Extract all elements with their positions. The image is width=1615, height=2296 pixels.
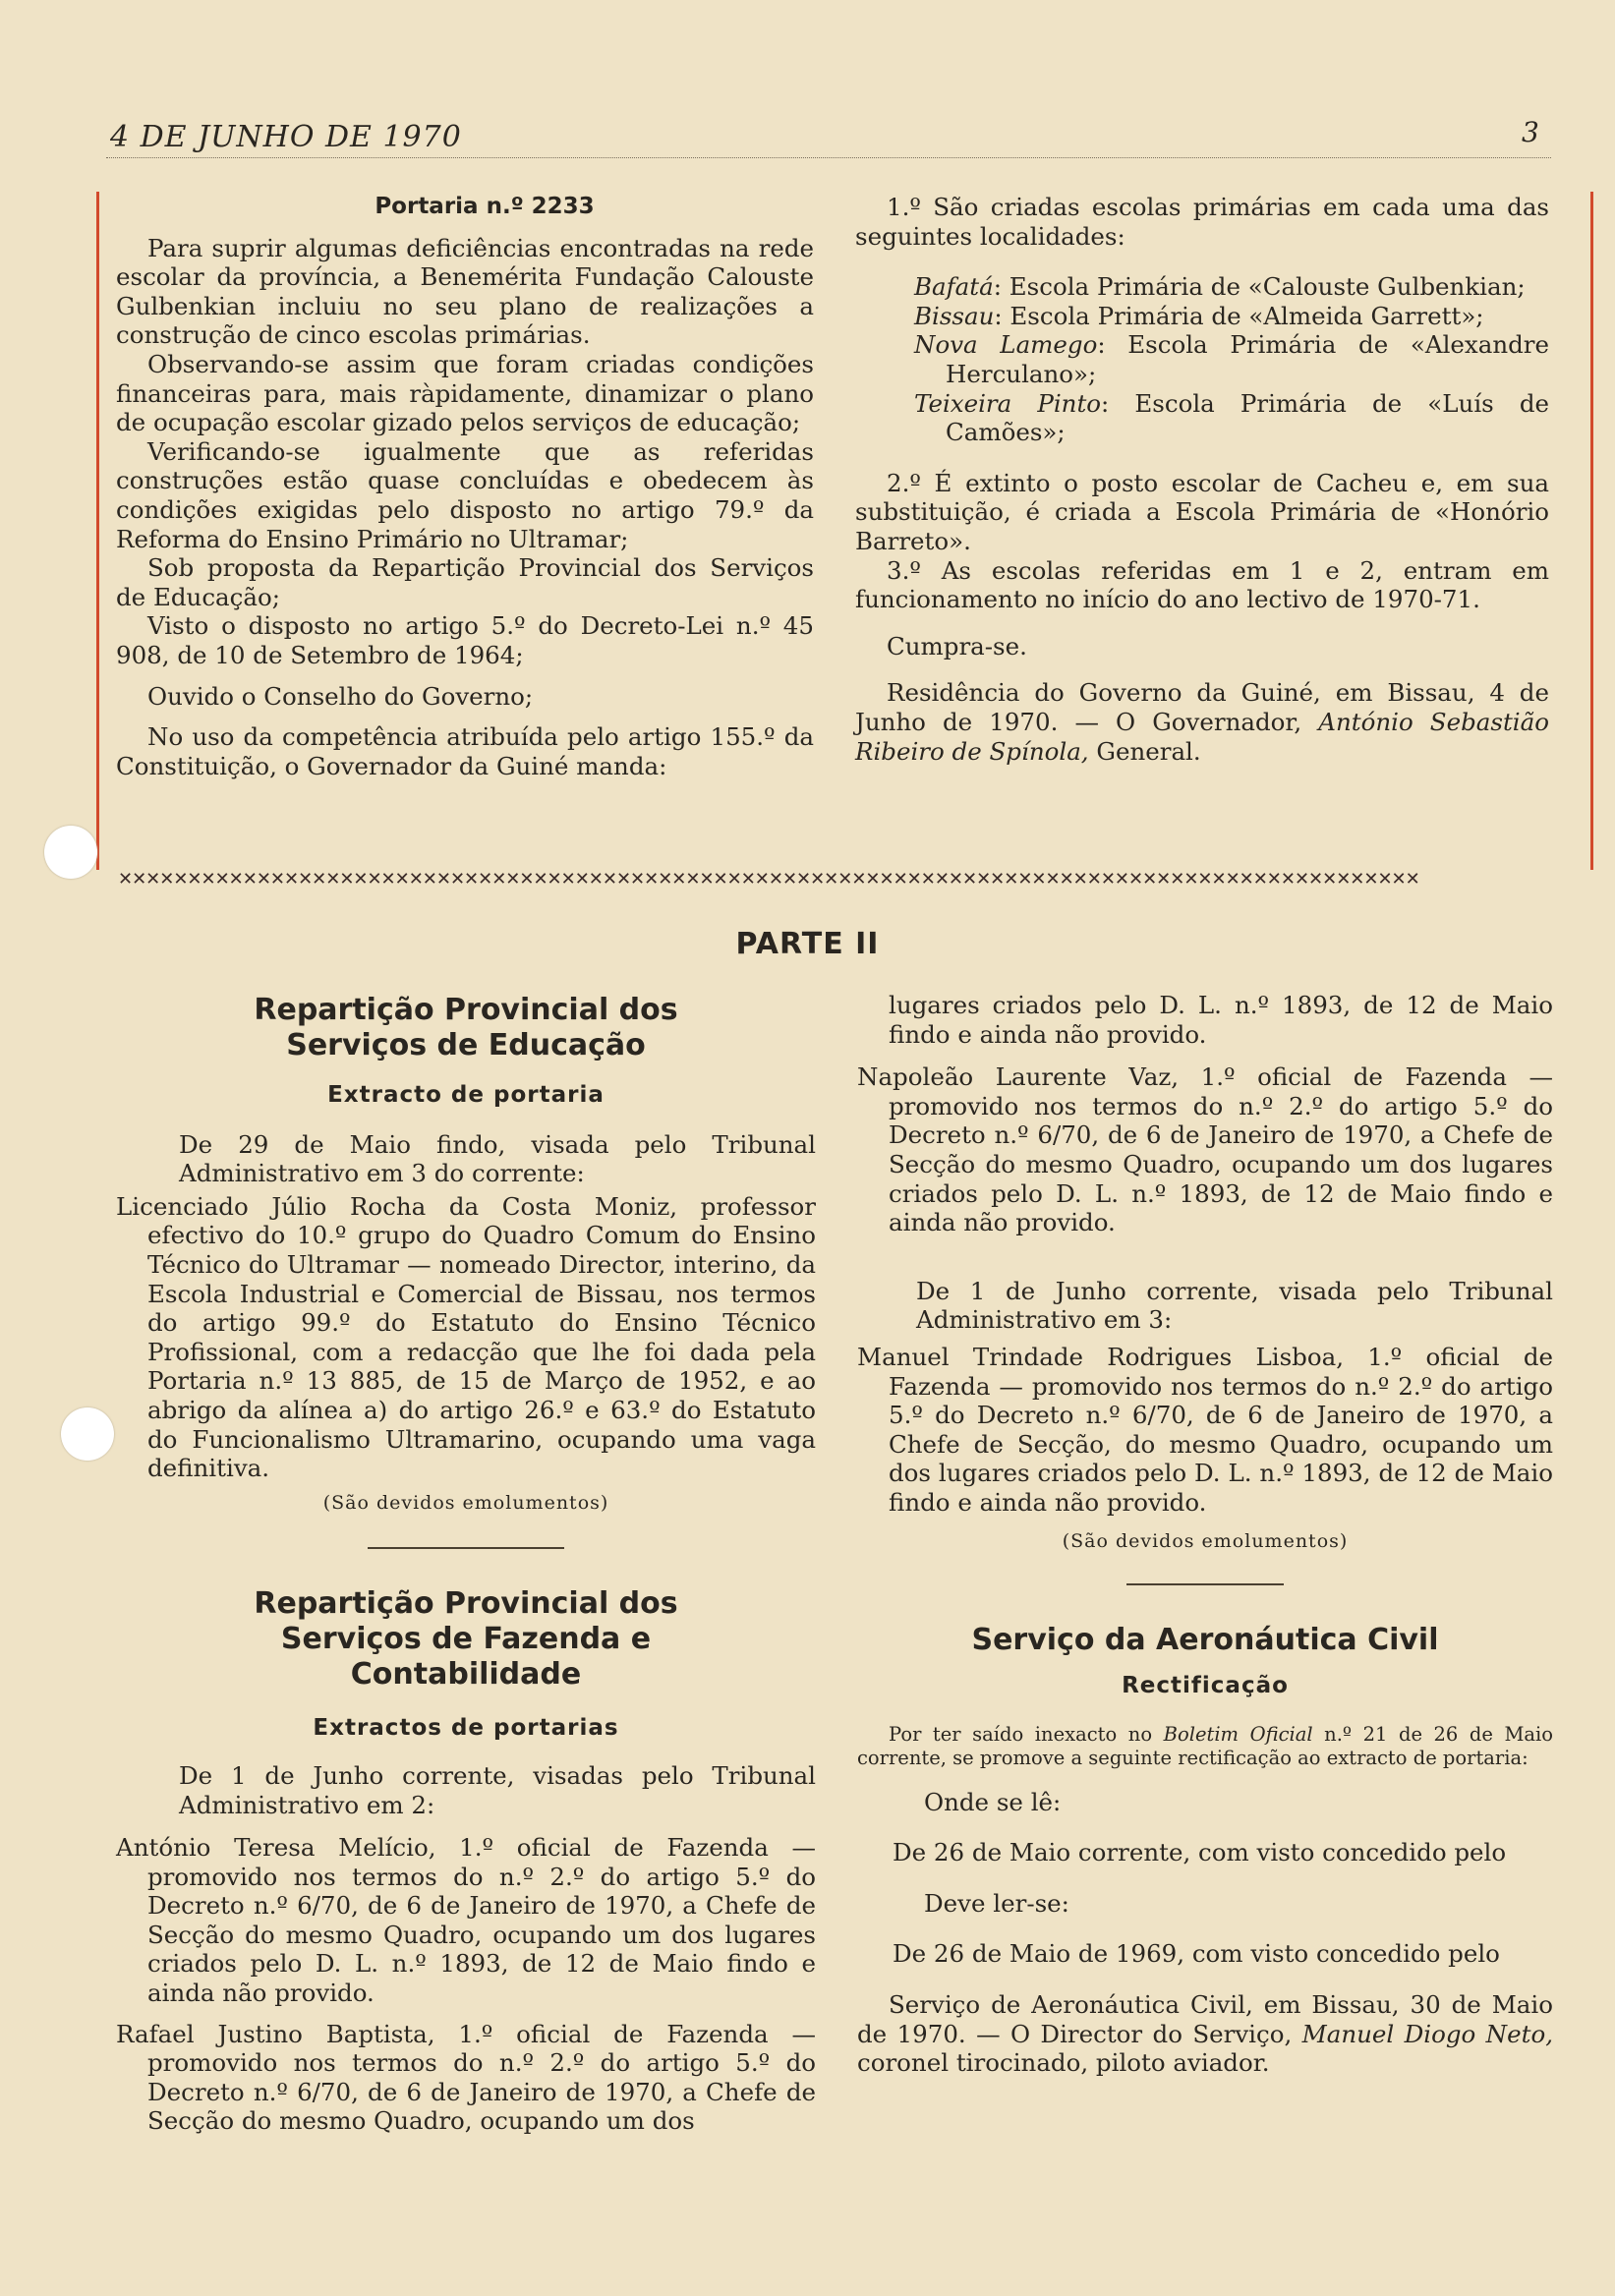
portaria-intro: Para suprir algumas deficiências encontradas na rede escolar da província, a Benemérita Fundação Calouste Gulbenkian incluiu no seu plano de realizações a construção de cinco escolas primárias. xyxy=(116,233,814,350)
fees-note: (São devidos emolumentos) xyxy=(1062,1529,1349,1552)
wrong-text: De 26 de Maio corrente, com visto concedido pelo xyxy=(893,1838,1507,1867)
lower-left-column xyxy=(116,993,816,2136)
article-1-intro: 1.º São criadas escolas primárias em cada uma das seguintes localidades: xyxy=(855,193,1549,251)
school-list xyxy=(855,272,1549,447)
deve-ler-se: Deve ler-se: xyxy=(924,1888,1069,1918)
signatory: António Sebastião Ribeiro de Spínola, xyxy=(855,707,1549,766)
section-rule xyxy=(1126,1583,1284,1585)
section-title-fazenda: Repartição Provincial dos Serviços de Fazenda e Contabilidade xyxy=(254,1586,678,1693)
header-rule xyxy=(106,157,1551,158)
extract-subtitle: Extractos de portarias xyxy=(313,1715,619,1742)
cumpra-se: Cumpra-se. xyxy=(887,631,1027,660)
school-item: Bafatá: Escola Primária de «Calouste Gulbenkian; xyxy=(914,272,1526,302)
rectification-subtitle: Rectificação xyxy=(1122,1673,1289,1699)
school-item: Bissau: Escola Primária de «Almeida Garrett»; xyxy=(914,301,1484,330)
header-date: 4 DE JUNHO DE 1970 xyxy=(110,120,462,154)
section-rule xyxy=(368,1547,564,1549)
portaria-left-column xyxy=(116,193,814,780)
article-2: 2.º É extinto o posto escolar de Cacheu e, em sua substituição, é criada a Escola Primária de «Honório Barreto». xyxy=(855,468,1549,555)
decorative-separator: ✕✕✕✕✕✕✕✕✕✕✕✕✕✕✕✕✕✕✕✕✕✕✕✕✕✕✕✕✕✕✕✕✕✕✕✕✕✕✕✕✕✕✕✕✕✕✕✕✕✕✕✕✕✕✕✕✕✕✕✕✕✕✕✕✕✕✕✕✕✕✕✕✕✕✕✕✕✕✕✕✕✕✕✕✕✕✕✕✕✕✕✕✕✕ xyxy=(118,869,1419,890)
portaria-paragraph: No uso da competência atribuída pelo artigo 155.º da Constituição, o Governador da Guiné manda: xyxy=(116,722,814,780)
section-title-educacao: Repartição Provincial dos Serviços de Educação xyxy=(254,993,678,1062)
article-3: 3.º As escolas referidas em 1 e 2, entram em funcionamento no início do ano lectivo de 1970-71. xyxy=(855,555,1549,614)
portaria-closing: Residência do Governo da Guiné, em Bissau, 4 de Junho de 1970. — O Governador, António Sebastião Ribeiro de Spínola, General. xyxy=(855,678,1549,766)
portaria-right-column xyxy=(855,193,1549,766)
onde-se-le: Onde se lê: xyxy=(924,1787,1062,1816)
aeronautica-closing: Serviço de Aeronáutica Civil, em Bissau, 30 de Maio de 1970. — O Director do Serviço, Manuel Diogo Neto, coronel tirocinado, piloto aviador. xyxy=(857,1990,1553,2078)
part-title: PARTE II xyxy=(735,927,880,961)
educacao-intro: De 29 de Maio findo, visada pelo Tribunal Administrativo em 3 do corrente: xyxy=(179,1129,816,1188)
educacao-entry: Licenciado Júlio Rocha da Costa Moniz, professor efectivo do 10.º grupo do Quadro Comum do Ensino Técnico do Ultramar — nomeado Director, interino, da Escola Industrial e Comercial de Bissau, nos termos do artigo 99.º do Estatuto do Ensino Técnico Profissional, com a redacção que lhe foi dada pela Portaria n.º 13 885, de 15 de Março de 1952, e ao abrigo da alínea a) do artigo 26.º e 63.º do Estatuto do Funcionalismo Ultramarino, ocupando uma vaga definitiva. xyxy=(116,1191,816,1483)
fazenda-entry: Napoleão Laurente Vaz, 1.º oficial de Fazenda — promovido nos termos do n.º 2.º do artigo 5.º do Decreto n.º 6/70, de 6 de Janeiro de 1970, a Chefe de Secção do mesmo Quadro, ocupando um dos lugares criados pelo D. L. n.º 1893, de 12 de Maio findo e ainda não provido. xyxy=(857,1062,1553,1237)
punch-hole-top xyxy=(44,826,97,879)
fees-note: (São devidos emolumentos) xyxy=(322,1491,609,1514)
fazenda-entry: Manuel Trindade Rodrigues Lisboa, 1.º oficial de Fazenda — promovido nos termos do n.º 2.º do artigo 5.º do Decreto n.º 6/70, de 6 de Janeiro de 1970, a Chefe de Secção, do mesmo Quadro, ocupando um dos lugares criados pelo D. L. n.º 1893, de 12 de Maio findo e ainda não provido. xyxy=(857,1342,1553,1517)
portaria-paragraph: Sob proposta da Repartição Provincial dos Serviços de Educação; xyxy=(116,553,814,611)
section-title-aeronautica: Serviço da Aeronáutica Civil xyxy=(971,1623,1439,1658)
portaria-paragraph: Ouvido o Conselho do Governo; xyxy=(147,681,534,711)
portaria-title: Portaria n.º 2233 xyxy=(375,194,595,219)
school-item: Teixeira Pinto: Escola Primária de «Luís de Camões»; xyxy=(914,388,1550,447)
fazenda-intro: De 1 de Junho corrente, visadas pelo Tribunal Administrativo em 2: xyxy=(179,1760,816,1819)
fazenda-entry: Rafael Justino Baptista, 1.º oficial de Fazenda — promovido nos termos do n.º 2.º do artigo 5.º do Decreto n.º 6/70, de 6 de Janeiro de 1970, a Chefe de Secção do mesmo Quadro, ocupando um dos xyxy=(116,2019,816,2136)
portaria-paragraph: Verificando-se igualmente que as referidas construções estão quase concluídas e obedecem às condições exigidas pelo disposto no artigo 79.º da Reforma do Ensino Primário no Ultramar; xyxy=(116,436,814,553)
lower-right-column xyxy=(857,991,1553,2078)
punch-hole-bottom xyxy=(61,1407,114,1461)
left-red-margin-line xyxy=(96,192,99,870)
fazenda-entry: António Teresa Melício, 1.º oficial de Fazenda — promovido nos termos do n.º 2.º do artigo 5.º do Decreto n.º 6/70, de 6 de Janeiro de 1970, a Chefe de Secção do mesmo Quadro, ocupando um dos lugares criados pelo D. L. n.º 1893, de 12 de Maio findo e ainda não provido. xyxy=(116,1833,816,2008)
right-red-margin-line xyxy=(1590,192,1593,870)
signatory: Manuel Diogo Neto, xyxy=(1301,2019,1553,2048)
correct-text: De 26 de Maio de 1969, com visto concedido pelo xyxy=(893,1939,1500,1969)
portaria-paragraph: Visto o disposto no artigo 5.º do Decreto-Lei n.º 45 908, de 10 de Setembro de 1964; xyxy=(116,611,814,669)
extract-subtitle: Extracto de portaria xyxy=(327,1082,605,1108)
page-number: 3 xyxy=(1522,116,1539,148)
fazenda-intro: De 1 de Junho corrente, visada pelo Tribunal Administrativo em 3: xyxy=(916,1276,1553,1335)
school-item: Nova Lamego: Escola Primária de «Alexandre Herculano»; xyxy=(914,330,1550,388)
portaria-paragraph: Observando-se assim que foram criadas condições financeiras para, mais ràpidamente, dinamizar o plano de ocupação escolar gizado pelos serviços de educação; xyxy=(116,349,814,437)
rectification-note: Por ter saído inexacto no Boletim Oficial n.º 21 de 26 de Maio corrente, se promove a seguinte rectificação ao extracto de portaria: xyxy=(857,1722,1554,1769)
fazenda-entry-continued: lugares criados pelo D. L. n.º 1893, de 12 de Maio findo e ainda não provido. xyxy=(889,991,1553,1049)
